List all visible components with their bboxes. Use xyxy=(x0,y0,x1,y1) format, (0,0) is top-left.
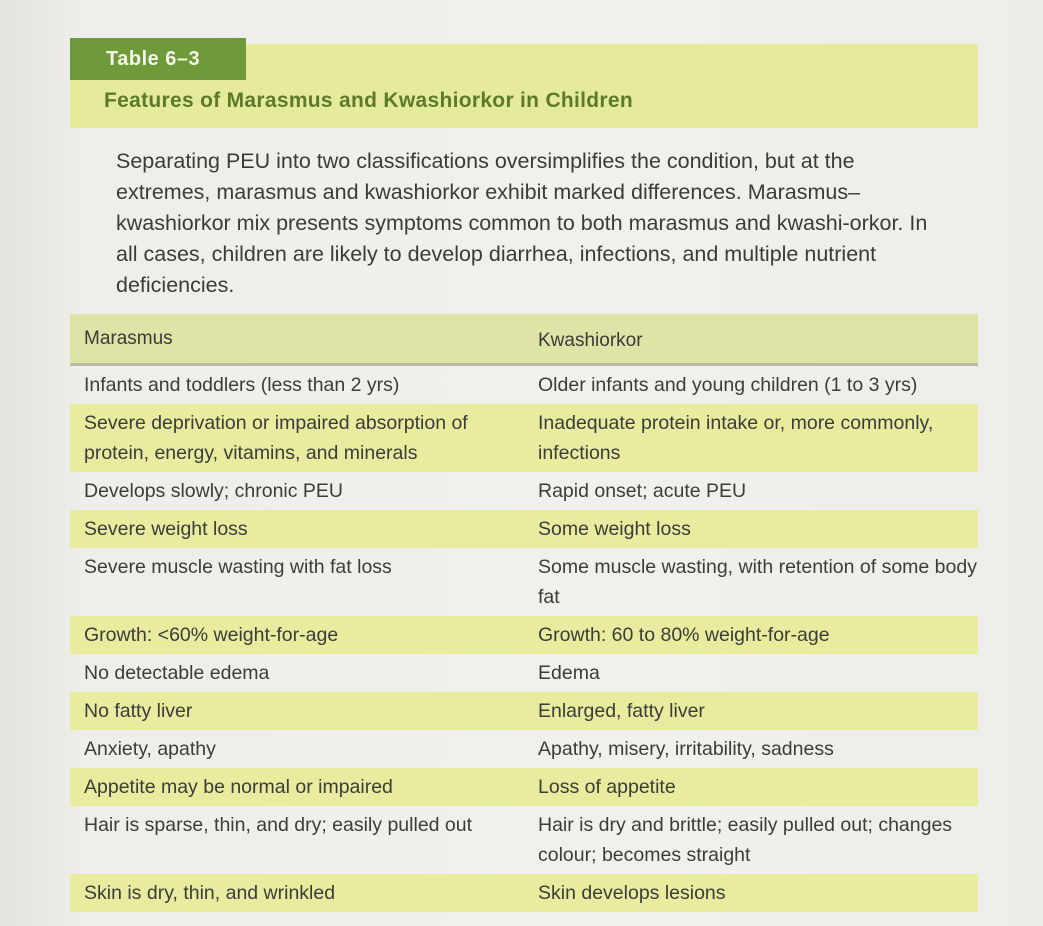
table-row xyxy=(70,404,978,472)
kwashiorkor-cell: Growth: 60 to 80% weight-for-age xyxy=(538,624,830,646)
kwashiorkor-cell: Rapid onset; acute PEU xyxy=(538,480,747,502)
table-row xyxy=(70,768,978,806)
marasmus-cell: Severe deprivation or impaired absorption of protein, energy, vitamins, and minerals xyxy=(84,412,468,464)
marasmus-cell: No fatty liver xyxy=(84,700,193,722)
table-row xyxy=(70,730,978,768)
column-header-kwashiorkor: Kwashiorkor xyxy=(538,329,643,351)
intro-paragraph: Separating PEU into two classifications oversimplifies the condition, but at the extremes, marasmus and kwashiorkor exhibit marked differences. Marasmus–kwashiorkor mix presents symptoms common to both marasmus and kwashi-orkor. In all cases, children are likely to develop diarrhea, infections, and multiple nutrient deficiencies. xyxy=(116,149,928,297)
kwashiorkor-cell: Some weight loss xyxy=(538,518,691,540)
table-row xyxy=(70,692,978,730)
marasmus-cell: Severe weight loss xyxy=(84,518,248,540)
table-row xyxy=(70,510,978,548)
table-row xyxy=(70,874,978,912)
marasmus-cell: Growth: <60% weight-for-age xyxy=(84,624,339,646)
marasmus-cell: Severe muscle wasting with fat loss xyxy=(84,556,392,578)
kwashiorkor-cell: Hair is dry and brittle; easily pulled out; changes colour; becomes straight xyxy=(538,814,953,866)
kwashiorkor-cell: Enlarged, fatty liver xyxy=(538,700,705,722)
kwashiorkor-cell: Inadequate protein intake or, more commonly, infections xyxy=(538,412,934,464)
table-title: Features of Marasmus and Kwashiorkor in Children xyxy=(104,89,634,112)
marasmus-cell: Hair is sparse, thin, and dry; easily pulled out xyxy=(84,814,473,836)
kwashiorkor-cell: Skin develops lesions xyxy=(538,882,726,904)
table-row xyxy=(70,616,978,654)
table-row xyxy=(70,806,978,874)
kwashiorkor-cell: Apathy, misery, irritability, sadness xyxy=(538,738,834,760)
kwashiorkor-cell: Older infants and young children (1 to 3 yrs) xyxy=(538,374,918,396)
marasmus-cell: Appetite may be normal or impaired xyxy=(84,776,393,798)
features-table xyxy=(70,314,978,912)
table-row xyxy=(70,366,978,404)
marasmus-cell: Infants and toddlers (less than 2 yrs) xyxy=(84,374,400,396)
table-row xyxy=(70,548,978,616)
table-label: Table 6–3 xyxy=(70,38,246,80)
marasmus-cell: Skin is dry, thin, and wrinkled xyxy=(84,882,336,904)
table-header xyxy=(70,314,978,366)
kwashiorkor-cell: Some muscle wasting, with retention of some body fat xyxy=(538,556,977,608)
kwashiorkor-cell: Edema xyxy=(538,662,600,684)
kwashiorkor-cell: Loss of appetite xyxy=(538,776,676,798)
column-header-marasmus: Marasmus xyxy=(84,327,173,349)
table-row xyxy=(70,654,978,692)
marasmus-cell: Anxiety, apathy xyxy=(84,738,216,760)
marasmus-cell: Develops slowly; chronic PEU xyxy=(84,480,344,502)
marasmus-cell: No detectable edema xyxy=(84,662,270,684)
table-row xyxy=(70,472,978,510)
table-body xyxy=(70,366,978,912)
